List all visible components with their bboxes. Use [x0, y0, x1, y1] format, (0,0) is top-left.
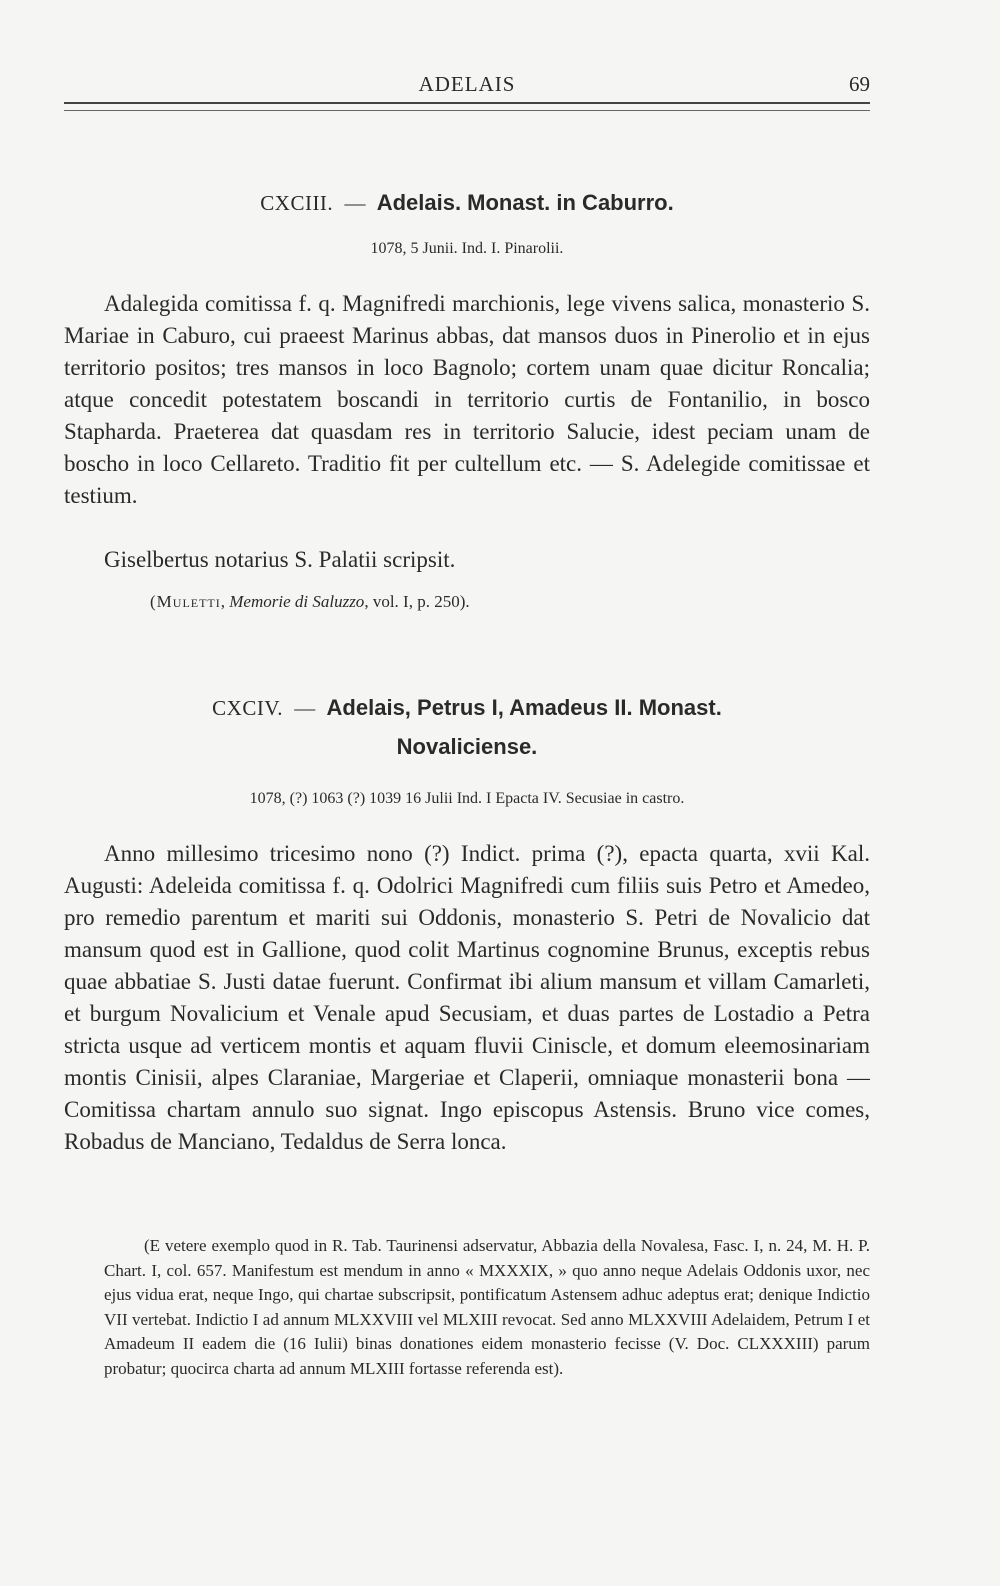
doc-194-text: Anno millesimo tricesimo nono (?) Indict. prima (?), epacta quarta, xvii Kal. Augusti: Adeleida comitissa f. q. Odolrici Magnifredi cum filiis suis Petro et Amedeo, pro remedio parentum et mariti sui Oddonis, monasterio S. Petri de Novalicio dat mansum quod est in Gallione, quod colit Martinus cognomine Brunus, exceptis rebus quae abbatiae S. Justi datae fuerunt. Confirmat ibi alium mansum et villam Camarleti, et burgum Novalicium et Venale apud Secusiam, et duas partes de Lostadio a Petra stricta usque ad verticem montis et aquam fluvii Cinisclе, et domum eleemosinariam montis Cinisii, alpes Claraniae, Margeriae et Claperii, omniaque monasterii bona — Comitissa chartam annulo suo signat. Ingo episcopus Astensis. Bruno vice comes, Robadus de Manciano, Tedaldus de Serra lonca.	[64, 841, 870, 1154]
doc-193-title: Adelais. Monast. in Caburro.	[376, 190, 674, 215]
doc-193-signature: Giselbertus notarius S. Palatii scripsit.	[104, 547, 456, 572]
header-rule	[64, 110, 870, 111]
doc-193-citation: (Muletti, Memorie di Saluzzo, vol. I, p. 250).	[150, 592, 470, 611]
doc-194-number: CXCIV.	[212, 696, 284, 720]
doc-194-note: (E vetere exemplo quod in R. Tab. Taurinensi adservatur, Abbazia della Novalesa, Fasc. I, n. 24, M. H. P. Chart. I, col. 657. Manifestum est mendum in anno « MXXXIX, » quo anno neque Adelais Oddonis uxor, nec ejus vidua erat, neque Ingo, qui chartae subscripsit, pontificatum Astensem adhuc adeptus erat; denique Indictio VII vertebat. Indictio I ad annum MLXXVIII vel MLXIII revocat. Sed anno MLXXVIII Adelaidem, Petrum I et Amadeum II eadem die (16 Iulii) binas donationes eidem monasterio fecisse (V. Doc. CLXXXIII) parum probatur; quocirca charta ad annum MLXIII fortasse referenda est).	[104, 1236, 870, 1378]
page-number: 69	[849, 72, 870, 96]
doc-194-title-line1: Adelais, Petrus I, Amadeus II. Monast.	[326, 695, 722, 720]
doc-193-number: CXCIII.	[260, 191, 334, 215]
doc-193-dash: —	[344, 191, 366, 215]
doc-194-dash: —	[294, 696, 316, 720]
doc-193-date: 1078, 5 Junii. Ind. I. Pinarolii.	[370, 240, 564, 257]
doc-194-title-line2: Novaliciense.	[396, 734, 538, 759]
doc-194-heading-line2	[64, 734, 870, 760]
doc-193-text: Adalegida comitissa f. q. Magnifredi marchionis, lege vivens salica, monasterio S. Mariae in Caburo, cui praeest Marinus abbas, dat mansos duos in Pinerolio et in ejus territorio positos; tres mansos in loco Bagnolo; cortem unam quae dicitur Roncalia; atque concedit potestatem boscandi in territorio curtis de Fontanilio, in bosco Stapharda. Praeterea dat quasdam res in territorio Salucie, idest peciam unam de boscho in loco Cellareto. Traditio fit per cultellum etc. — S. Adelegide comitissae et testium.	[64, 291, 870, 508]
running-head-title: ADELAIS	[418, 72, 516, 96]
doc-194-heading	[64, 695, 870, 721]
citation-author: (Muletti	[150, 592, 221, 611]
doc-194-date: 1078, (?) 1063 (?) 1039 16 Julii Ind. I Epacta IV. Secusiae in castro.	[249, 790, 685, 807]
running-head	[64, 72, 870, 104]
citation-rest: , vol. I, p. 250).	[364, 592, 470, 611]
doc-193-heading	[64, 190, 870, 216]
citation-work: Memorie di Saluzzo	[229, 592, 365, 611]
